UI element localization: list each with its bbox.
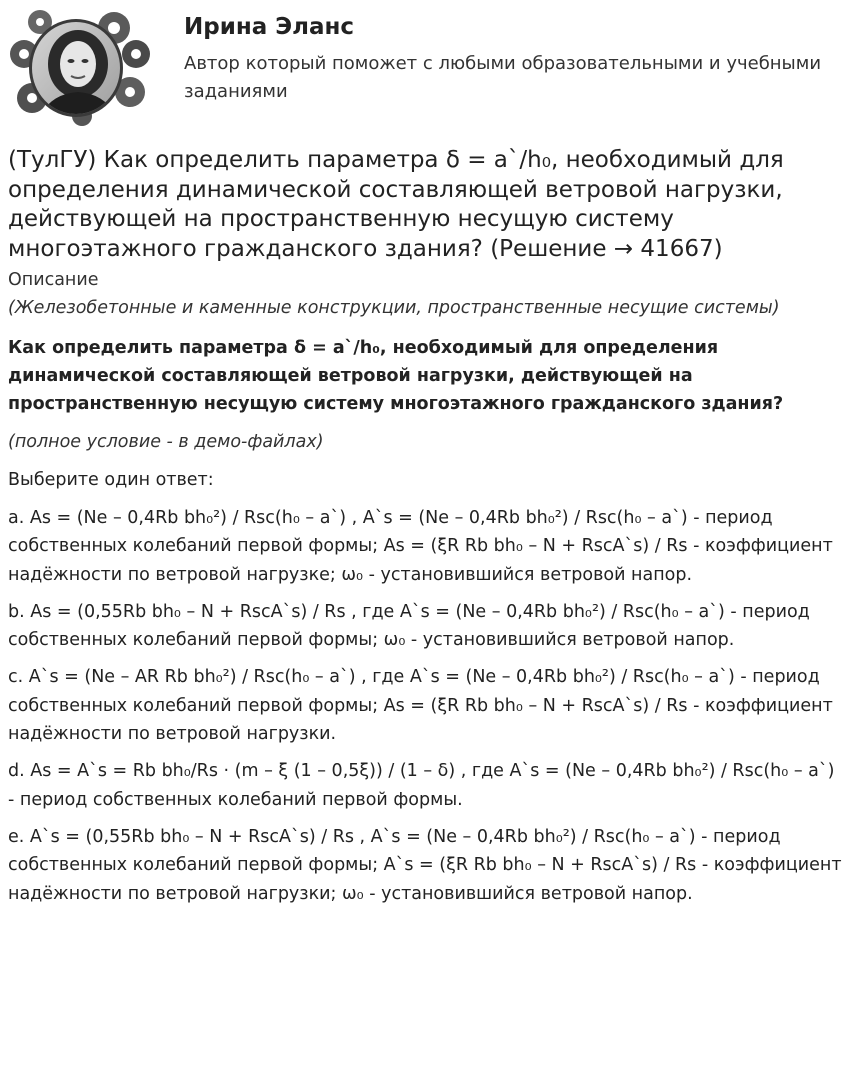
avatar xyxy=(6,6,156,126)
task-content xyxy=(8,146,842,917)
task-category: (Железобетонные и каменные конструкции, пространственные несущие системы) xyxy=(8,298,780,318)
answer-option-b: b. As = (0,55Rb bh₀ – N + RscA`s) / Rs , где A`s = (Ne – 0,4Rb bh₀²) / Rsc(h₀ – a`) - период собственных колебаний первой формы; ω₀ - установившийся ветровой напор. xyxy=(8,601,810,651)
author-description: Автор который поможет с любыми образовательными и учебными заданиями xyxy=(184,53,822,102)
task-title: (ТулГУ) Как определить параметра δ = a`/h₀, необходимый для определения динамической составляющей ветровой нагрузки, действующей на пространственную несущую систему многоэтажного гражданского здания? (Решение → 41667) xyxy=(8,147,784,262)
task-note: (полное условие - в демо-файлах) xyxy=(8,432,324,452)
author-name[interactable]: Ирина Эланс xyxy=(184,14,355,40)
answer-option-a: a. As = (Ne – 0,4Rb bh₀²) / Rsc(h₀ – a`) , A`s = (Ne – 0,4Rb bh₀²) / Rsc(h₀ – a`) - период собственных колебаний первой формы; As = (ξR Rb bh₀ – N + RscA`s) / Rs - коэффициент надёжности по ветровой нагрузке; ω₀ - установившийся ветровой напор. xyxy=(8,508,833,585)
answer-option-c: c. A`s = (Ne – AR Rb bh₀²) / Rsc(h₀ – a`) , где A`s = (Ne – 0,4Rb bh₀²) / Rsc(h₀ – a`) - период собственных колебаний первой формы; As = (ξR Rb bh₀ – N + RscA`s) / Rs - коэффициент надёжности по ветровой нагрузки. xyxy=(8,667,833,745)
answer-option-e: e. A`s = (0,55Rb bh₀ – N + RscA`s) / Rs , A`s = (Ne – 0,4Rb bh₀²) / Rsc(h₀ – a`) - период собственных колебаний первой формы; A`s = (ξR Rb bh₀ – N + RscA`s) / Rs - коэффициент надёжности по ветровой нагрузки; ω₀ - установившийся ветровой напор. xyxy=(8,826,842,904)
author-header xyxy=(0,0,847,130)
description-label: Описание xyxy=(8,270,99,290)
task-question: Как определить параметра δ = a`/h₀, необходимый для определения динамической составляющей ветровой нагрузки, действующей на пространственную несущую систему многоэтажного гражданского здания? xyxy=(8,338,784,414)
answer-option-d: d. As = A`s = Rb bh₀/Rs · (m – ξ (1 – 0,5ξ)) / (1 – δ) , где A`s = (Ne – 0,4Rb bh₀²) / Rsc(h₀ – a`) - период собственных колебаний первой формы. xyxy=(8,761,835,810)
avatar-image xyxy=(6,6,156,126)
answer-prompt: Выберите один ответ: xyxy=(8,470,214,490)
